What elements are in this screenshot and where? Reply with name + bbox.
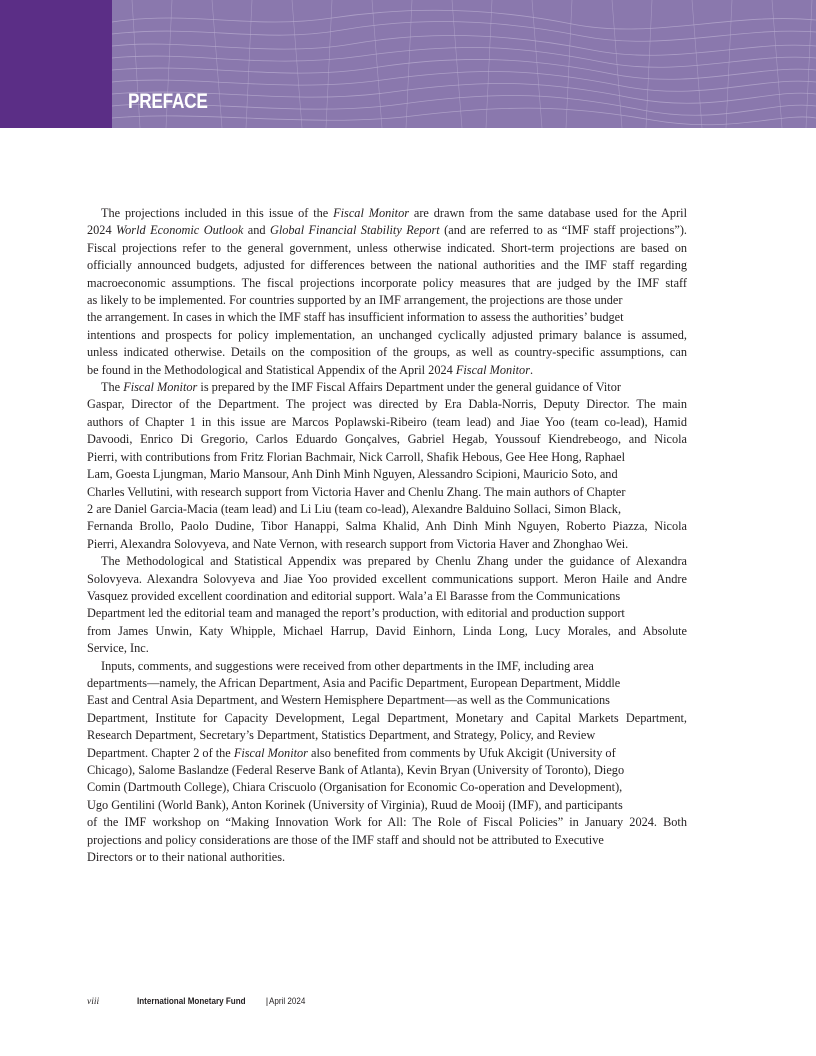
text-line: Solovyeva. Alexandra Solovyeva and Jiae Yoo provided excellent communications support. Meron Haile and Andre — [87, 571, 687, 586]
text-line: Directors or to their national authorities. — [87, 850, 286, 865]
text-line: Chicago), Salome Baslandze (Federal Reserve Bank of Atlanta), Kevin Bryan (University of Toronto), Diego — [87, 763, 625, 777]
italic-title: World Economic Outlook — [116, 223, 244, 238]
text-line: intentions and prospects for policy implementation, an unchanged cyclically adjusted primary balance is assumed, — [87, 327, 687, 342]
preface-paragraph — [87, 553, 687, 657]
page-footer — [87, 996, 312, 1007]
text-line: as likely to be implemented. For countries supported by an IMF arrangement, the projections are those under — [87, 293, 623, 308]
text-line: Inputs, comments, and suggestions were received from other departments in the IMF, including area — [101, 658, 594, 673]
page-number: viii — [87, 997, 100, 1007]
italic-title: Global Financial Stability Report — [269, 223, 440, 238]
text-line: Davoodi, Enrico Di Gregorio, Carlos Eduardo Gonçalves, Gabriel Hegab, Youssouf Kiendrebeogo, and Nicola — [87, 432, 687, 447]
footer-date: April 2024 — [269, 996, 306, 1007]
text-line: of the IMF workshop on “Making Innovation Work for All: The Role of Fiscal Policies” in January 2024. Both — [87, 815, 687, 830]
text-line: from James Unwin, Katy Whipple, Michael Harrup, David Einhorn, Linda Long, Lucy Morales, and Absolute — [87, 623, 687, 638]
footer-separator: | — [265, 996, 269, 1007]
header-banner — [0, 0, 816, 128]
preface-paragraph — [87, 379, 687, 553]
header-accent-block — [0, 0, 112, 128]
text-line: The Fiscal Monitor is prepared by the IMF Fiscal Affairs Department under the general guidance of Vitor — [101, 380, 621, 395]
page-title: PREFACE — [128, 90, 208, 113]
text-line: The Methodological and Statistical Appendix was prepared by Chenlu Zhang under the guidance of Alexandra — [101, 554, 687, 569]
text-line: Lam, Goesta Ljungman, Mario Mansour, Anh Dinh Minh Nguyen, Alessandro Scipioni, Mauricio Soto, and — [87, 467, 618, 482]
text-line: East and Central Asia Department, and Western Hemisphere Department—as well as the Communications — [87, 693, 610, 708]
text-line: Fernanda Brollo, Paolo Dudine, Tibor Hanappi, Salma Khalid, Anh Dinh Minh Nguyen, Roberto Piazza, Nicola — [87, 519, 687, 534]
text-line: Pierri, with contributions from Fritz Florian Bachmair, Nick Carroll, Shafik Hebous, Gee Hee Hong, Raphael — [87, 449, 626, 464]
preface-paragraph — [87, 658, 687, 867]
italic-title: Fiscal Monitor — [123, 380, 198, 395]
text-line: Fiscal projections refer to the general government, unless otherwise indicated. Short-term projections are based on — [87, 240, 687, 255]
text-line: Charles Vellutini, with research support from Victoria Haver and Chenlu Zhang. The main authors of Chapter — [87, 484, 626, 499]
text-line: Research Department, Secretary’s Department, Statistics Department, and Strategy, Policy, and Review — [87, 728, 596, 743]
preface-paragraph — [87, 205, 687, 379]
text-line: Department. Chapter 2 of the Fiscal Monitor also benefited from comments by Ufuk Akcigit (University of — [87, 745, 616, 760]
text-line: departments—namely, the African Department, Asia and Pacific Department, European Department, Middle — [87, 675, 621, 690]
text-line: macroeconomic assumptions. The fiscal projections incorporate policy measures that are judged by the IMF staff — [87, 275, 687, 290]
text-line: Comin (Dartmouth College), Chiara Criscuolo (Organisation for Economic Co-operation and Development), — [87, 780, 623, 795]
text-line: Pierri, Alexandra Solovyeva, and Nate Vernon, with research support from Victoria Haver and Zhonghao Wei. — [87, 536, 629, 551]
header-wave-pattern — [112, 0, 816, 128]
text-line: projections and policy considerations are those of the IMF staff and should not be attributed to Executive — [87, 832, 604, 847]
text-line: officially announced budgets, adjusted for differences between the national authorities and the IMF staff regarding — [87, 258, 687, 273]
text-line: Service, Inc. — [87, 641, 149, 656]
text-line: Gaspar, Director of the Department. The project was directed by Era Dabla-Norris, Deputy Director. The main — [87, 397, 687, 412]
text-line: Vasquez provided excellent coordination and editorial support. Wala’a El Barasse from the Communications — [87, 588, 621, 603]
text-line: The projections included in this issue of the Fiscal Monitor are drawn from the same database used for the April — [101, 206, 688, 220]
text-line: be found in the Methodological and Statistical Appendix of the April 2024 Fiscal Monitor. — [87, 362, 534, 377]
text-line: 2024 World Economic Outlook and Global Financial Stability Report (and are referred to as “IMF staff projections”). — [87, 223, 687, 238]
text-line: the arrangement. In cases in which the IMF staff has insufficient information to assess the authorities’ budget — [87, 310, 624, 325]
italic-title: Fiscal Monitor — [233, 745, 308, 760]
text-line: authors of Chapter 1 in this issue are Marcos Poplawski-Ribeiro (team lead) and Jiae Yoo (team co-lead), Hamid — [87, 414, 687, 429]
italic-title: Fiscal Monitor — [455, 362, 530, 377]
footer-organization: International Monetary Fund — [137, 996, 246, 1007]
text-line: 2 are Daniel Garcia-Macia (team lead) and Li Liu (team co-lead), Alexandre Balduino Sollaci, Simon Black, — [87, 501, 622, 516]
preface-body — [87, 205, 687, 866]
text-line: Department led the editorial team and managed the report’s production, with editorial and production support — [87, 606, 625, 621]
text-line: unless indicated otherwise. Details on the composition of the groups, as well as country-specific assumptions, can — [87, 345, 687, 360]
italic-title: Fiscal Monitor — [333, 206, 410, 220]
text-line: Department, Institute for Capacity Development, Legal Department, Monetary and Capital Markets Department, — [87, 710, 687, 725]
text-line: Ugo Gentilini (World Bank), Anton Korinek (University of Virginia), Ruud de Mooij (IMF), and participants — [87, 797, 623, 812]
